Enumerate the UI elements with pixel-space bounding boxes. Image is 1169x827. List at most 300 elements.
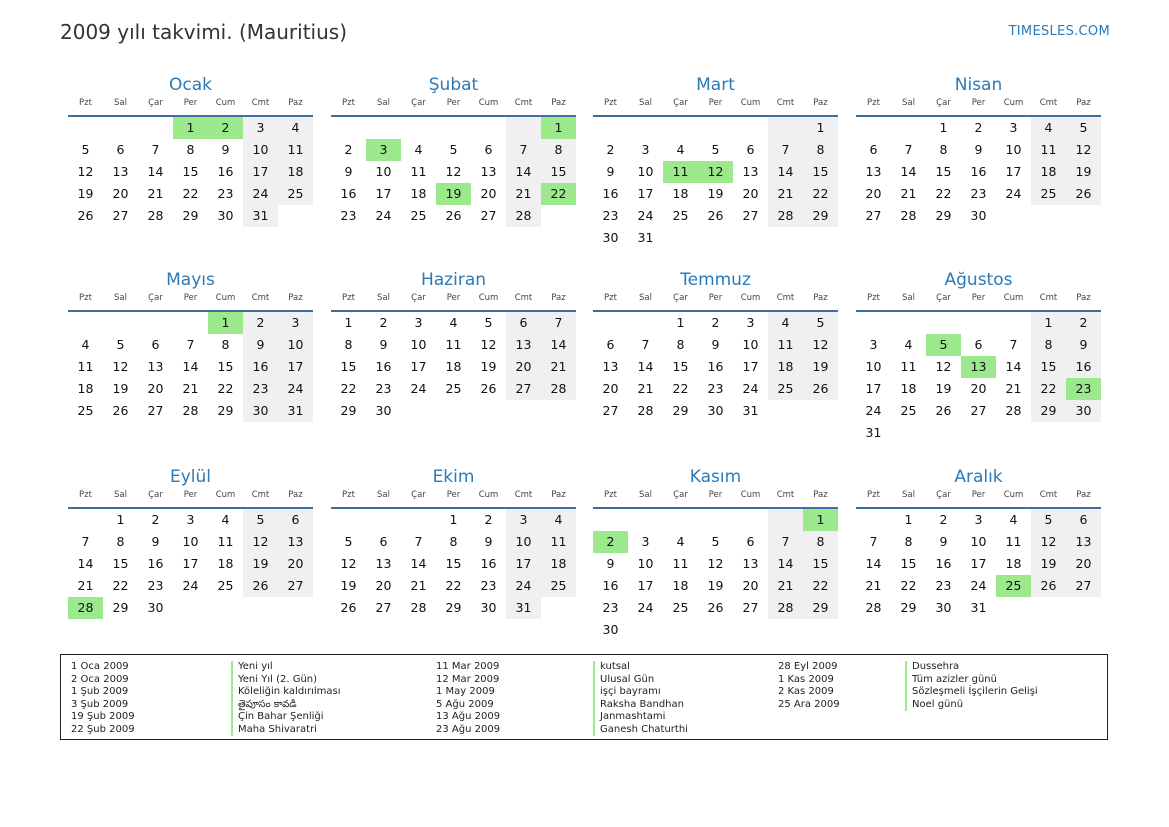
day-grid: [856, 509, 1101, 619]
day-cell: 7: [641, 337, 650, 352]
weekday-label: Cum: [740, 98, 761, 108]
day-cell: 12: [707, 556, 724, 571]
day-cell: 16: [707, 359, 724, 374]
day-cell: 20: [480, 186, 497, 201]
day-cell: 18: [1005, 556, 1022, 571]
empty-cell: [628, 619, 663, 641]
day-cell: 2: [484, 512, 493, 527]
day-cell: 12: [112, 359, 129, 374]
day-cell: 16: [243, 356, 278, 378]
day-cell: 28: [506, 205, 541, 227]
holiday-entry: Janmashtami: [600, 711, 666, 722]
day-cell: 25: [445, 381, 462, 396]
weekday-label: Pzt: [604, 98, 617, 108]
day-cell: 25: [217, 578, 234, 593]
day-grid: [68, 117, 313, 227]
weekday-header: [856, 291, 1101, 312]
day-cell: 7: [1009, 337, 1018, 352]
day-cell: 11: [672, 556, 689, 571]
empty-cell: [366, 117, 401, 139]
day-cell: 2: [593, 531, 628, 553]
day-cell: 8: [1031, 334, 1066, 356]
empty-cell: [996, 205, 1031, 227]
day-cell: 29: [803, 205, 838, 227]
day-cell: 27: [278, 575, 313, 597]
day-cell: 29: [445, 600, 462, 615]
day-cell: 6: [974, 337, 983, 352]
day-cell: 27: [1066, 575, 1101, 597]
day-cell: 30: [217, 208, 234, 223]
day-cell: 6: [746, 534, 755, 549]
day-cell: 12: [803, 334, 838, 356]
day-cell: 25: [77, 403, 94, 418]
day-cell: 9: [151, 534, 160, 549]
holiday-entry: 23 Ağu 2009: [436, 723, 501, 735]
day-grid: [856, 117, 1101, 227]
day-cell: 23: [480, 578, 497, 593]
empty-cell: [173, 597, 208, 619]
day-cell: 1: [904, 512, 913, 527]
day-cell: 21: [768, 575, 803, 597]
day-cell: 3: [869, 337, 878, 352]
day-cell: 24: [1005, 186, 1022, 201]
day-cell: 16: [147, 556, 164, 571]
day-cell: 3: [278, 312, 313, 334]
day-cell: 27: [112, 208, 129, 223]
weekday-header: [68, 488, 313, 509]
day-cell: 10: [243, 139, 278, 161]
weekday-label: Per: [183, 490, 198, 500]
empty-cell: [471, 117, 506, 139]
day-cell: 14: [506, 161, 541, 183]
day-cell: 30: [602, 622, 619, 637]
empty-cell: [803, 227, 838, 249]
day-cell: 25: [672, 208, 689, 223]
weekday-label: Paz: [813, 490, 828, 500]
day-cell: 29: [803, 597, 838, 619]
day-cell: 14: [865, 556, 882, 571]
day-cell: 19: [243, 553, 278, 575]
day-cell: 14: [182, 359, 199, 374]
day-cell: 12: [1066, 139, 1101, 161]
day-cell: 20: [375, 578, 392, 593]
day-cell: 18: [768, 356, 803, 378]
day-cell: 1: [939, 120, 948, 135]
day-cell: 3: [746, 315, 755, 330]
day-cell: 6: [606, 337, 615, 352]
empty-cell: [733, 619, 768, 641]
day-cell: 26: [1066, 183, 1101, 205]
day-cell: 5: [243, 509, 278, 531]
day-cell: 6: [1066, 509, 1101, 531]
day-cell: 30: [602, 230, 619, 245]
day-cell: 2: [606, 142, 615, 157]
weekday-label: Sal: [114, 98, 127, 108]
day-cell: 19: [1031, 553, 1066, 575]
day-cell: 17: [637, 186, 654, 201]
holiday-entry: 2 Kas 2009: [778, 686, 834, 697]
holiday-entry: 3 Şub 2009: [71, 698, 129, 710]
day-cell: 12: [445, 164, 462, 179]
weekday-label: Pzt: [79, 293, 92, 303]
day-cell: 16: [602, 578, 619, 593]
empty-cell: [961, 422, 996, 444]
day-cell: 28: [768, 597, 803, 619]
day-cell: 6: [379, 534, 388, 549]
day-cell: 1: [676, 315, 685, 330]
weekday-label: Paz: [813, 293, 828, 303]
weekday-label: Çar: [411, 98, 426, 108]
day-cell: 16: [1066, 356, 1101, 378]
empty-cell: [996, 312, 1031, 334]
day-cell: 20: [865, 186, 882, 201]
weekday-header: [856, 488, 1101, 509]
empty-cell: [541, 400, 576, 422]
day-cell: 29: [112, 600, 129, 615]
day-cell: 8: [803, 139, 838, 161]
day-cell: 9: [939, 534, 948, 549]
day-grid: [331, 117, 576, 227]
day-cell: 6: [278, 509, 313, 531]
day-cell: 5: [1066, 117, 1101, 139]
day-cell: 19: [77, 186, 94, 201]
weekday-label: Per: [446, 293, 461, 303]
day-cell: 24: [182, 578, 199, 593]
day-cell: 15: [900, 556, 917, 571]
day-cell: 5: [803, 312, 838, 334]
day-cell: 12: [698, 161, 733, 183]
holiday-dates-col-2: [436, 661, 500, 736]
day-cell: 21: [506, 183, 541, 205]
weekday-label: Cum: [215, 490, 236, 500]
day-cell: 4: [449, 315, 458, 330]
weekday-label: Pzt: [604, 293, 617, 303]
holiday-entry: Dussehra: [912, 661, 960, 672]
holiday-entry: 12 Mar 2009: [436, 673, 500, 685]
empty-cell: [366, 509, 401, 531]
day-cell: 22: [935, 186, 952, 201]
holiday-entry: kutsal: [600, 661, 630, 672]
empty-cell: [628, 117, 663, 139]
empty-cell: [331, 509, 366, 531]
weekday-label: Paz: [551, 98, 566, 108]
day-cell: 24: [970, 578, 987, 593]
weekday-label: Per: [708, 98, 723, 108]
day-cell: 22: [112, 578, 129, 593]
day-cell: 15: [541, 161, 576, 183]
weekday-label: Cum: [740, 293, 761, 303]
day-cell: 28: [182, 403, 199, 418]
day-cell: 17: [410, 359, 427, 374]
weekday-label: Cum: [478, 293, 499, 303]
day-cell: 14: [900, 164, 917, 179]
day-cell: 4: [221, 512, 230, 527]
day-cell: 1: [449, 512, 458, 527]
holiday-entry: 1 Kas 2009: [778, 673, 834, 685]
day-cell: 24: [243, 183, 278, 205]
day-cell: 16: [602, 186, 619, 201]
day-cell: 5: [116, 337, 125, 352]
day-cell: 8: [221, 337, 230, 352]
day-cell: 26: [935, 403, 952, 418]
holiday-entry: Maha Shivaratri: [238, 723, 317, 735]
holiday-names-col-1: [231, 661, 340, 736]
day-cell: 5: [344, 534, 353, 549]
day-cell: 28: [900, 208, 917, 223]
weekday-label: Pzt: [867, 490, 880, 500]
weekday-label: Paz: [1076, 293, 1091, 303]
weekday-label: Cmt: [776, 293, 795, 303]
day-cell: 25: [278, 183, 313, 205]
day-cell: 2: [379, 315, 388, 330]
day-cell: 3: [974, 512, 983, 527]
day-cell: 24: [637, 208, 654, 223]
day-cell: 28: [68, 597, 103, 619]
weekday-label: Çar: [148, 293, 163, 303]
empty-cell: [856, 312, 891, 334]
weekday-label: Per: [971, 490, 986, 500]
day-cell: 7: [541, 312, 576, 334]
weekday-label: Sal: [114, 490, 127, 500]
day-cell: 5: [81, 142, 90, 157]
day-cell: 23: [602, 208, 619, 223]
day-cell: 15: [803, 161, 838, 183]
weekday-label: Sal: [377, 293, 390, 303]
day-cell: 19: [707, 186, 724, 201]
holiday-entry: Noel günü: [912, 698, 964, 710]
weekday-header: [593, 291, 838, 312]
day-cell: 26: [480, 381, 497, 396]
day-cell: 26: [243, 575, 278, 597]
weekday-label: Sal: [377, 98, 390, 108]
day-cell: 10: [506, 531, 541, 553]
day-cell: 9: [974, 142, 983, 157]
day-cell: 6: [116, 142, 125, 157]
month-calendar: [68, 74, 313, 227]
day-cell: 16: [970, 164, 987, 179]
day-cell: 18: [278, 161, 313, 183]
day-cell: 28: [541, 378, 576, 400]
holiday-entry: Köleliğin kaldırılması: [238, 686, 341, 697]
empty-cell: [593, 117, 628, 139]
day-cell: 26: [707, 600, 724, 615]
day-cell: 21: [900, 186, 917, 201]
holiday-entry: 28 Eyl 2009: [778, 661, 838, 672]
day-cell: 12: [935, 359, 952, 374]
day-cell: 9: [606, 556, 615, 571]
weekday-label: Çar: [936, 98, 951, 108]
day-cell: 10: [375, 164, 392, 179]
empty-cell: [628, 509, 663, 531]
month-name: Kasım: [689, 467, 742, 487]
weekday-label: Per: [446, 98, 461, 108]
day-cell: 11: [410, 164, 427, 179]
day-cell: 3: [641, 142, 650, 157]
day-cell: 25: [410, 208, 427, 223]
day-cell: 10: [410, 337, 427, 352]
day-cell: 1: [1031, 312, 1066, 334]
weekday-label: Cum: [740, 490, 761, 500]
day-cell: 10: [1005, 142, 1022, 157]
month-calendar: [331, 74, 576, 227]
weekday-label: Per: [183, 293, 198, 303]
holiday-entry: Yeni Yıl (2. Gün): [238, 673, 318, 685]
day-cell: 10: [742, 337, 759, 352]
day-cell: 4: [1009, 512, 1018, 527]
day-cell: 10: [278, 334, 313, 356]
day-cell: 13: [742, 556, 759, 571]
day-cell: 7: [186, 337, 195, 352]
holiday-entry: Yeni yıl: [238, 661, 273, 672]
day-cell: 23: [970, 186, 987, 201]
day-cell: 18: [1031, 161, 1066, 183]
weekday-label: Cum: [1003, 98, 1024, 108]
day-cell: 30: [375, 403, 392, 418]
weekday-label: Cmt: [514, 490, 533, 500]
day-cell: 27: [480, 208, 497, 223]
weekday-label: Sal: [639, 490, 652, 500]
month-name: Haziran: [420, 270, 487, 290]
day-cell: 4: [676, 142, 685, 157]
empty-cell: [996, 597, 1031, 619]
day-cell: 21: [637, 381, 654, 396]
weekday-label: Pzt: [342, 293, 355, 303]
day-cell: 7: [81, 534, 90, 549]
weekday-label: Cmt: [776, 490, 795, 500]
day-cell: 3: [243, 117, 278, 139]
day-cell: 28: [768, 205, 803, 227]
page-title: 2009 yılı takvimi. (Mauritius): [60, 20, 348, 44]
day-cell: 20: [742, 186, 759, 201]
month-name: Mayıs: [166, 270, 215, 290]
day-cell: 20: [742, 578, 759, 593]
day-cell: 29: [900, 600, 917, 615]
day-cell: 23: [1066, 378, 1101, 400]
day-cell: 28: [637, 403, 654, 418]
day-grid: [331, 312, 576, 422]
day-cell: 31: [637, 230, 654, 245]
day-cell: 19: [436, 183, 471, 205]
weekday-label: Per: [971, 98, 986, 108]
day-cell: 8: [186, 142, 195, 157]
day-cell: 11: [445, 337, 462, 352]
holiday-names-col-3: [905, 661, 1038, 711]
day-cell: 28: [410, 600, 427, 615]
day-cell: 14: [410, 556, 427, 571]
day-cell: 8: [904, 534, 913, 549]
empty-cell: [436, 117, 471, 139]
weekday-label: Sal: [902, 490, 915, 500]
day-cell: 13: [742, 164, 759, 179]
month-name: Ocak: [169, 75, 212, 95]
day-cell: 24: [375, 208, 392, 223]
month-name: Eylül: [169, 467, 212, 487]
month-name: Ağustos: [944, 270, 1013, 290]
day-cell: 18: [77, 381, 94, 396]
empty-cell: [856, 117, 891, 139]
weekday-label: Sal: [902, 293, 915, 303]
day-cell: 9: [344, 164, 353, 179]
weekday-header: [331, 291, 576, 312]
day-cell: 8: [676, 337, 685, 352]
empty-cell: [401, 117, 436, 139]
day-cell: 23: [340, 208, 357, 223]
day-cell: 4: [414, 142, 423, 157]
day-cell: 29: [1031, 400, 1066, 422]
weekday-label: Cmt: [514, 293, 533, 303]
day-cell: 11: [1031, 139, 1066, 161]
day-cell: 13: [112, 164, 129, 179]
empty-cell: [891, 312, 926, 334]
day-cell: 25: [768, 378, 803, 400]
day-cell: 11: [217, 534, 234, 549]
weekday-label: Per: [446, 490, 461, 500]
day-cell: 17: [375, 186, 392, 201]
day-cell: 19: [112, 381, 129, 396]
weekday-header: [68, 291, 313, 312]
day-cell: 19: [803, 356, 838, 378]
day-cell: 1: [803, 117, 838, 139]
holiday-entry: 25 Ara 2009: [778, 698, 840, 710]
weekday-label: Pzt: [79, 490, 92, 500]
brand-link[interactable]: TIMESLES.COM: [1008, 24, 1110, 39]
day-cell: 27: [970, 403, 987, 418]
day-cell: 6: [484, 142, 493, 157]
day-cell: 9: [221, 142, 230, 157]
day-cell: 9: [243, 334, 278, 356]
day-cell: 26: [707, 208, 724, 223]
day-cell: 20: [602, 381, 619, 396]
day-grid: [331, 509, 576, 619]
empty-cell: [1066, 205, 1101, 227]
empty-cell: [926, 312, 961, 334]
weekday-header: [68, 96, 313, 117]
weekday-label: Paz: [1076, 98, 1091, 108]
month-calendar: [593, 466, 838, 641]
day-cell: 22: [541, 183, 576, 205]
day-cell: 15: [445, 556, 462, 571]
empty-cell: [663, 227, 698, 249]
weekday-header: [856, 96, 1101, 117]
day-cell: 27: [375, 600, 392, 615]
day-cell: 17: [1005, 164, 1022, 179]
empty-cell: [1031, 422, 1066, 444]
day-cell: 25: [900, 403, 917, 418]
weekday-label: Çar: [936, 293, 951, 303]
day-cell: 10: [865, 359, 882, 374]
day-cell: 16: [375, 359, 392, 374]
day-cell: 2: [974, 120, 983, 135]
empty-cell: [103, 117, 138, 139]
weekday-label: Sal: [114, 293, 127, 303]
weekday-label: Çar: [411, 490, 426, 500]
day-cell: 26: [77, 208, 94, 223]
month-calendar: [856, 269, 1101, 444]
empty-cell: [103, 312, 138, 334]
weekday-label: Per: [971, 293, 986, 303]
day-cell: 14: [77, 556, 94, 571]
day-cell: 18: [672, 186, 689, 201]
day-cell: 23: [217, 186, 234, 201]
day-cell: 1: [116, 512, 125, 527]
day-cell: 19: [935, 381, 952, 396]
day-cell: 13: [602, 359, 619, 374]
month-calendar: [68, 466, 313, 619]
empty-cell: [663, 509, 698, 531]
day-cell: 7: [768, 139, 803, 161]
day-cell: 21: [865, 578, 882, 593]
day-cell: 5: [1031, 509, 1066, 531]
